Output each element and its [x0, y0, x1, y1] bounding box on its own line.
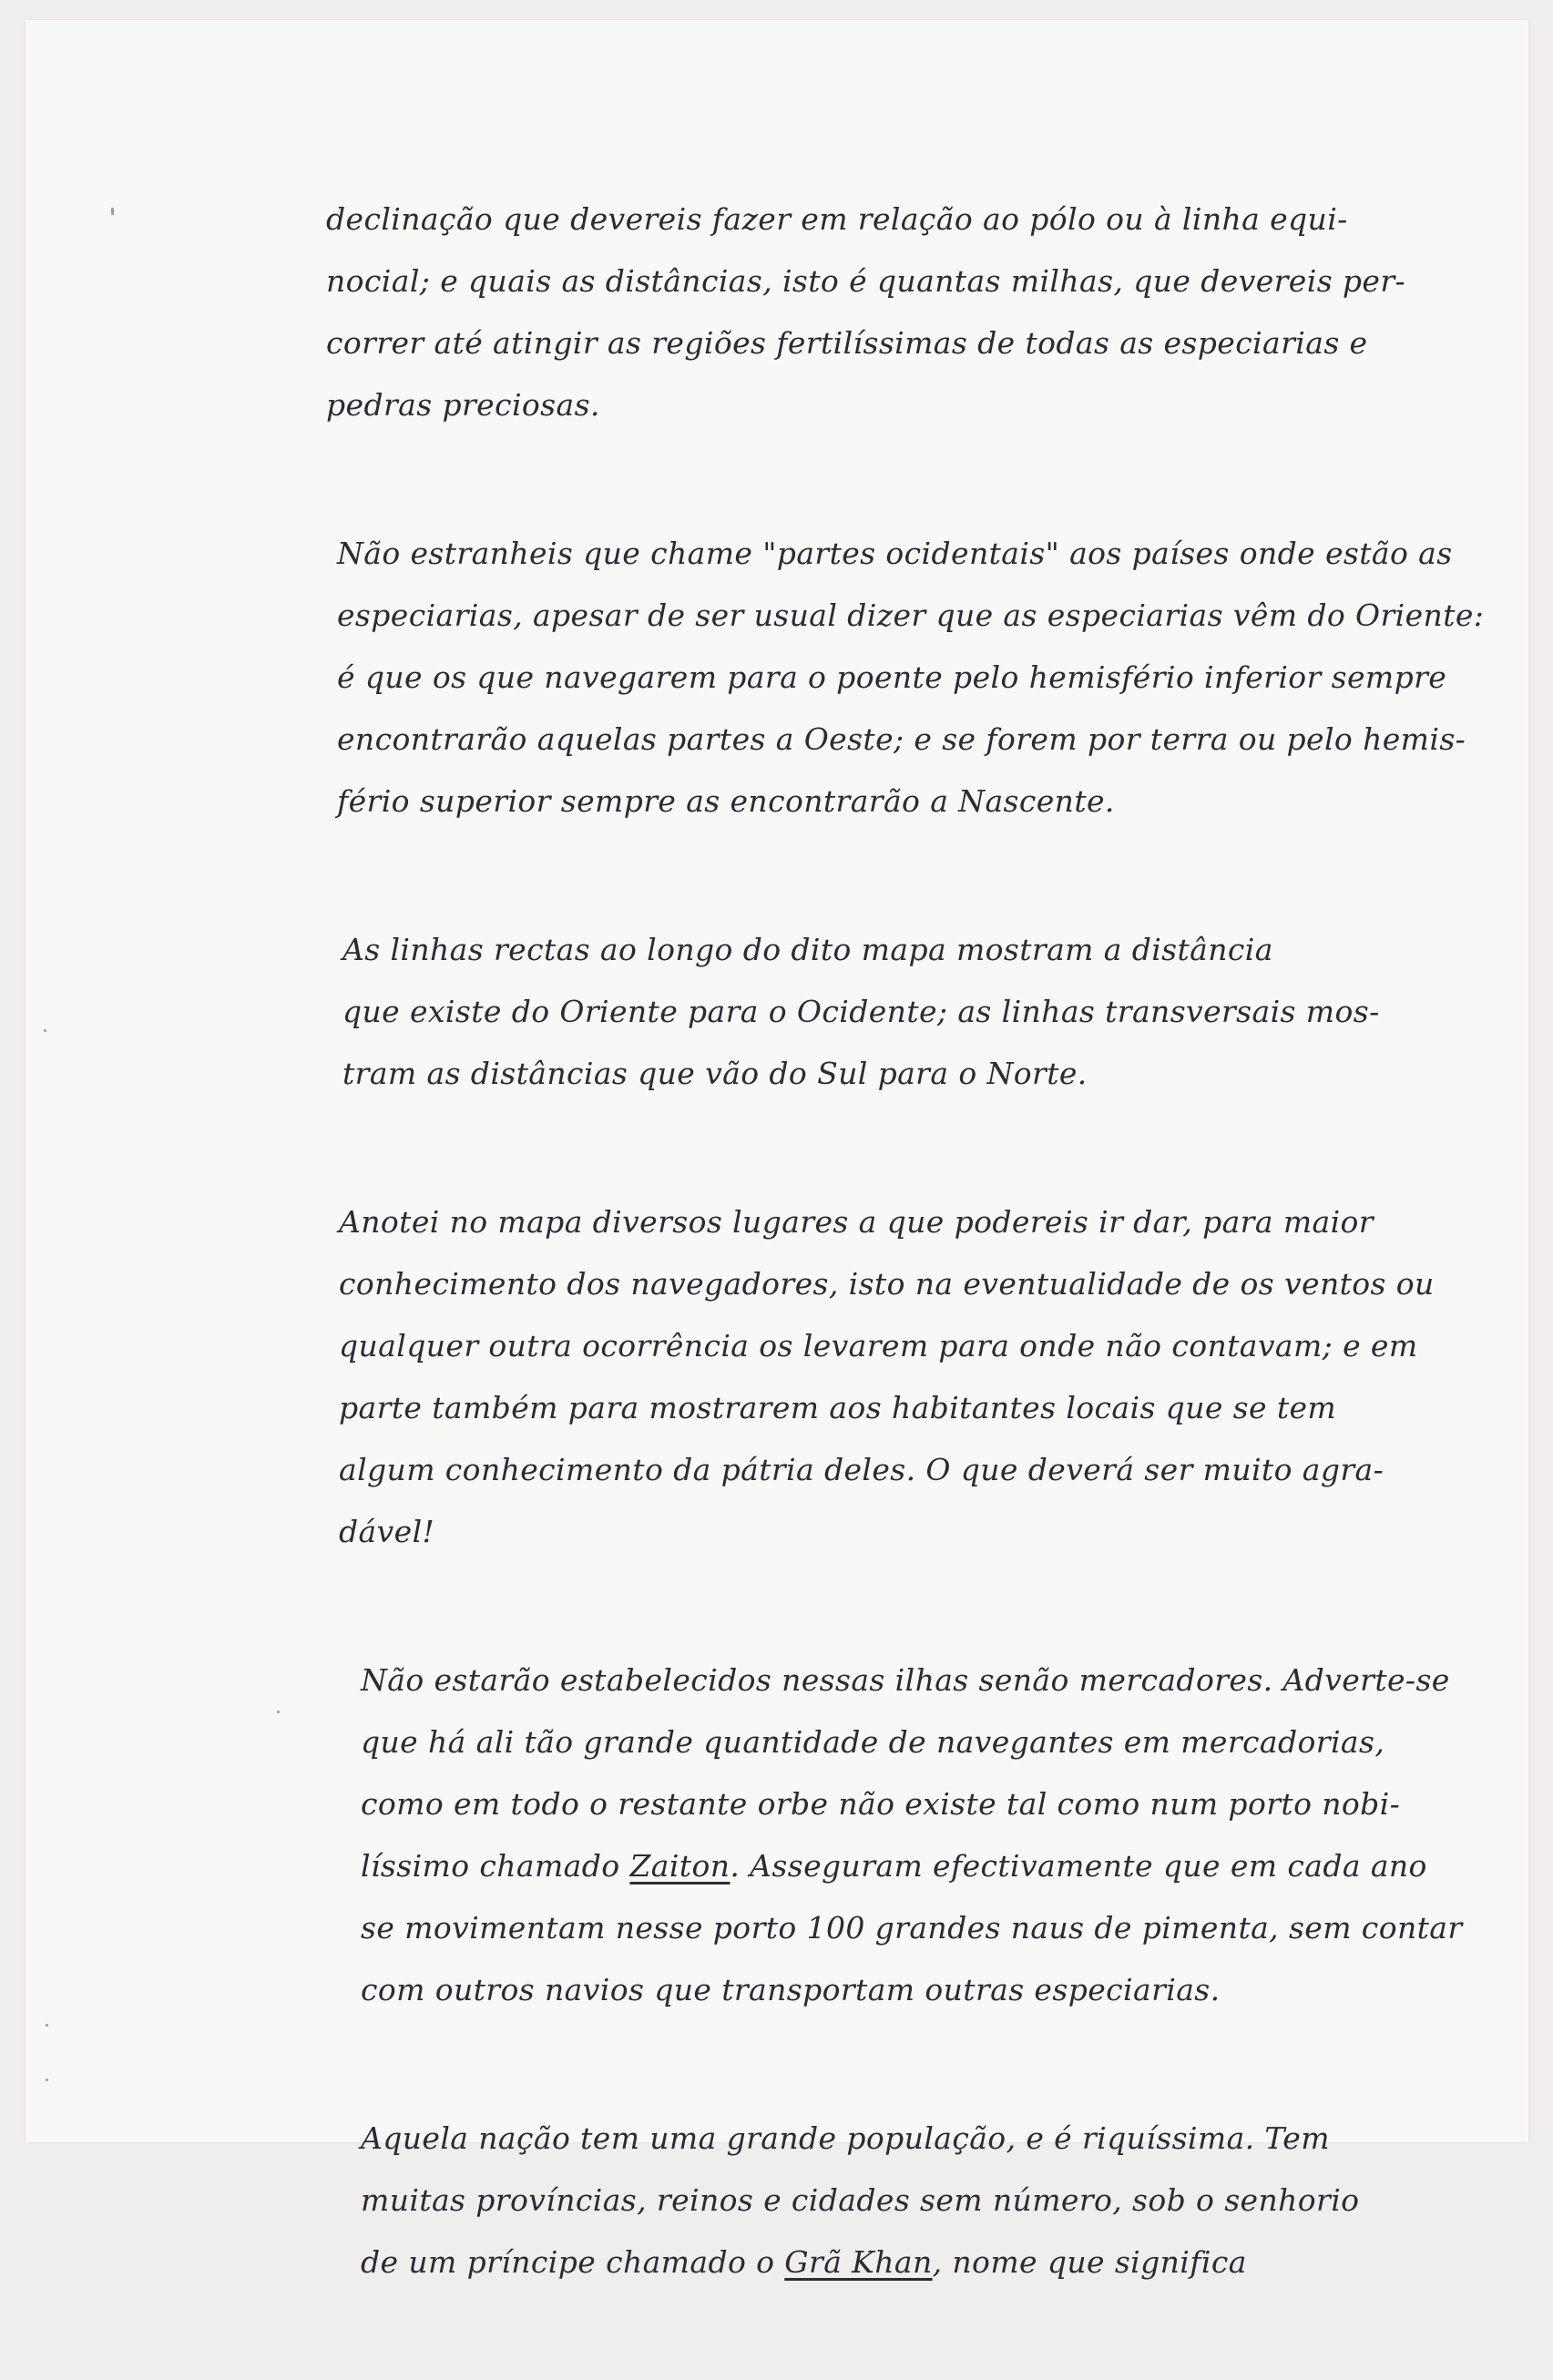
- text-line: correr até atingir as regiões fertilíssimas de todas as especiarias e: [326, 325, 1368, 361]
- text-line: se movimentam nesse porto 100 grandes naus de pimenta, sem contar: [361, 1910, 1463, 1946]
- text-line: encontrarão aquelas partes a Oeste; e se forem por terra ou pelo hemis-: [337, 721, 1466, 757]
- text-line: Não estarão estabelecidos nessas ilhas senão mercadores. Adverte-se: [361, 1662, 1450, 1698]
- text-line: conhecimento dos navegadores, isto na eventualidade de os ventos ou: [339, 1266, 1435, 1302]
- paragraph-4: [339, 1191, 1492, 1563]
- text-line: parte também para mostrarem aos habitantes locais que se tem: [339, 1390, 1337, 1425]
- margin-mark: [44, 1029, 46, 1032]
- text-line: fério superior sempre as encontrarão a Nascente.: [337, 783, 1115, 819]
- paragraph-1: [326, 189, 1492, 436]
- text-line: Não estranheis que chame "partes ocidentais" aos países onde estão as: [337, 536, 1453, 571]
- handwritten-text: [326, 189, 1492, 2380]
- text-line-khan: [361, 2232, 1492, 2293]
- text-line: é que os que navegarem para o poente pelo hemisfério inferior sempre: [337, 659, 1447, 695]
- text-line-zaiton: [361, 1835, 1492, 1897]
- text-line: como em todo o restante orbe não existe tal como num porto nobi-: [361, 1786, 1401, 1822]
- text-line: com outros navios que transportam outras especiarias.: [361, 1972, 1221, 2007]
- text-line: nocial; e quais as distâncias, isto é quantas milhas, que devereis per-: [326, 263, 1406, 299]
- margin-mark: [277, 1711, 280, 1713]
- paragraph-3: [342, 919, 1492, 1105]
- text-line: muitas províncias, reinos e cidades sem número, sob o senhorio: [361, 2182, 1360, 2218]
- margin-mark: [46, 2024, 48, 2027]
- text-line: especiarias, apesar de ser usual dizer que as especiarias vêm do Oriente:: [337, 598, 1485, 633]
- text-line: que há ali tão grande quantidade de navegantes em mercadorias,: [361, 1724, 1385, 1760]
- place-name-zaiton: Zaiton: [629, 1848, 731, 1884]
- text-segment: . Asseguram efectivamente que em cada ano: [730, 1848, 1427, 1884]
- text-line: As linhas rectas ao longo do dito mapa mostram a distância: [342, 932, 1273, 967]
- text-line: tram as distâncias que vão do Sul para o Norte.: [342, 1056, 1088, 1091]
- text-segment: líssimo chamado: [361, 1848, 630, 1884]
- text-line: declinação que devereis fazer em relação ao pólo ou à linha equi-: [326, 201, 1348, 237]
- paragraph-5: [361, 1650, 1492, 2021]
- manuscript-page: [26, 20, 1528, 2280]
- title-gra-khan: Grã Khan: [784, 2244, 933, 2280]
- paragraph-2: [337, 523, 1492, 832]
- paragraph-6: [361, 2108, 1492, 2293]
- text-segment: de um príncipe chamado o: [361, 2244, 785, 2280]
- text-segment: , nome que significa: [932, 2244, 1247, 2280]
- text-line: que existe do Oriente para o Ocidente; as linhas transversais mos-: [342, 994, 1380, 1029]
- margin-mark: [111, 208, 114, 215]
- margin-mark: [46, 2079, 48, 2081]
- text-line: pedras preciosas.: [326, 387, 600, 423]
- text-line: dável!: [339, 1514, 435, 1549]
- text-line: algum conhecimento da pátria deles. O que deverá ser muito agra-: [339, 1452, 1384, 1487]
- text-line: qualquer outra ocorrência os levarem para onde não contavam; e em: [339, 1328, 1418, 1364]
- text-line: Anotei no mapa diversos lugares a que podereis ir dar, para maior: [339, 1204, 1374, 1240]
- text-line: Aquela nação tem uma grande população, e é riquíssima. Tem: [361, 2120, 1330, 2156]
